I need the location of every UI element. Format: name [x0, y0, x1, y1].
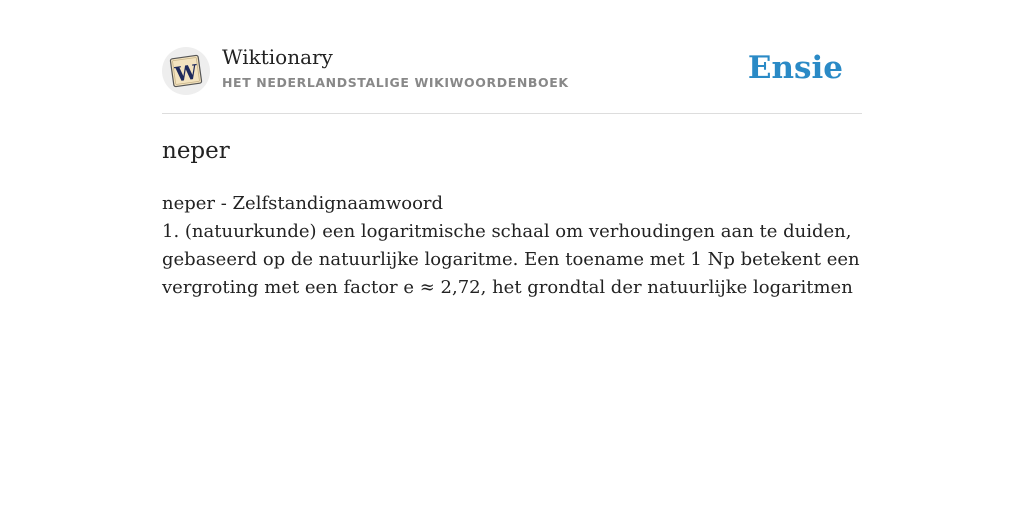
page-title: neper — [162, 138, 230, 164]
wiktionary-logo[interactable] — [162, 47, 210, 95]
site-header — [162, 0, 862, 114]
logo-letter: W — [173, 59, 200, 87]
wiktionary-tile-icon — [168, 53, 204, 89]
entry-definition: 1. (natuurkunde) een logaritmische schaal om verhoudingen aan te duiden, gebaseerd op de natuurlijke logaritme. Een toename met 1 Np betekent een vergroting met een factor e ≈ 2,72, het grondtal der natuurlijke logaritmen — [162, 221, 860, 298]
dictionary-entry — [162, 190, 862, 302]
site-name[interactable]: Wiktionary — [222, 45, 333, 69]
entry-heading: neper - Zelfstandignaamwoord — [162, 193, 444, 214]
site-subtitle: HET NEDERLANDSTALIGE WIKIWOORDENBOEK — [222, 75, 569, 90]
page-container — [162, 0, 862, 298]
ensie-brand-link[interactable]: Ensie — [747, 50, 843, 86]
